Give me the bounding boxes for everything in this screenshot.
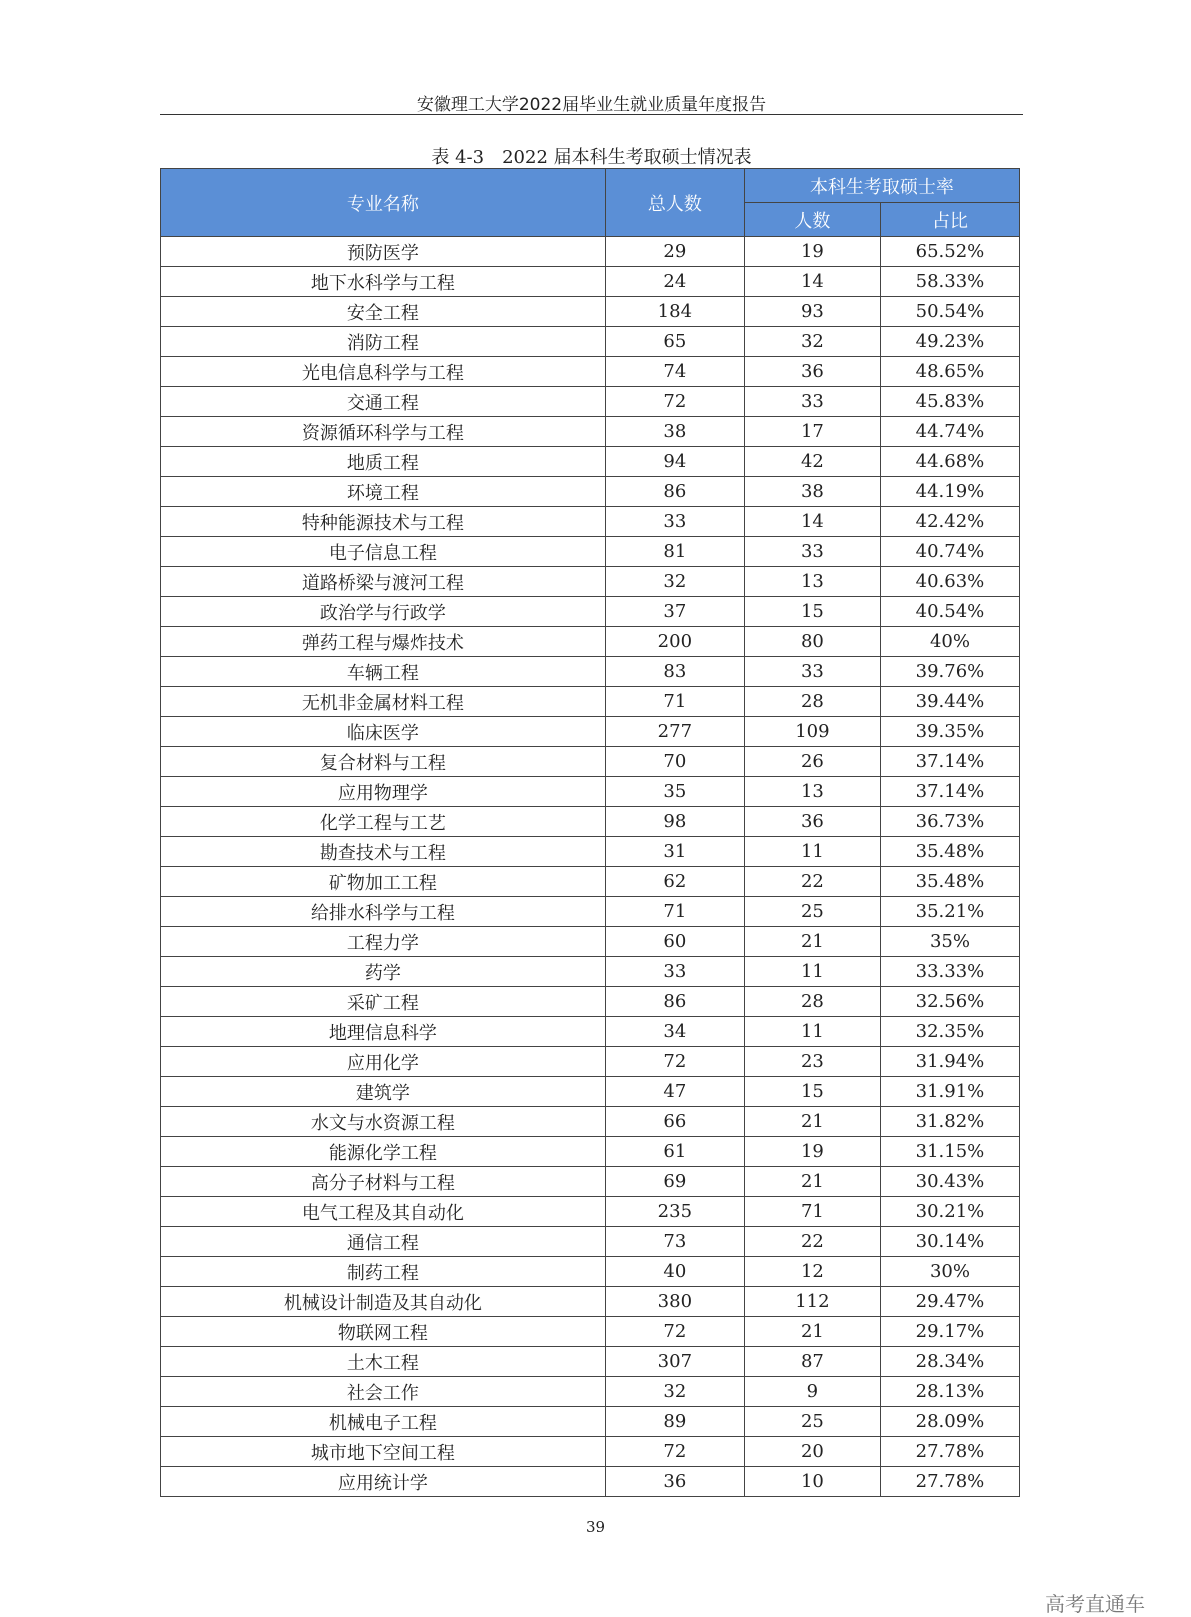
- cell-count: 112: [744, 1287, 880, 1317]
- cell-major: 交通工程: [161, 387, 606, 417]
- table-row: [161, 657, 1020, 687]
- cell-ratio: 37.14%: [880, 747, 1019, 777]
- cell-ratio: 28.13%: [880, 1377, 1019, 1407]
- cell-total: 32: [605, 567, 744, 597]
- table-row: [161, 597, 1020, 627]
- cell-total: 89: [605, 1407, 744, 1437]
- cell-count: 11: [744, 1017, 880, 1047]
- cell-major: 安全工程: [161, 297, 606, 327]
- cell-ratio: 30.43%: [880, 1167, 1019, 1197]
- masters-admission-table: [160, 168, 1020, 1497]
- page-number: 39: [585, 1518, 606, 1536]
- cell-total: 62: [605, 867, 744, 897]
- cell-major: 化学工程与工艺: [161, 807, 606, 837]
- cell-count: 22: [744, 1227, 880, 1257]
- table-row: [161, 297, 1020, 327]
- cell-major: 高分子材料与工程: [161, 1167, 606, 1197]
- cell-ratio: 35.48%: [880, 837, 1019, 867]
- cell-count: 33: [744, 657, 880, 687]
- cell-count: 25: [744, 897, 880, 927]
- cell-total: 61: [605, 1137, 744, 1167]
- cell-ratio: 42.42%: [880, 507, 1019, 537]
- table-row: [161, 1437, 1020, 1467]
- cell-total: 71: [605, 687, 744, 717]
- cell-ratio: 40%: [880, 627, 1019, 657]
- cell-total: 94: [605, 447, 744, 477]
- cell-count: 42: [744, 447, 880, 477]
- cell-major: 弹药工程与爆炸技术: [161, 627, 606, 657]
- cell-total: 86: [605, 477, 744, 507]
- cell-major: 应用物理学: [161, 777, 606, 807]
- cell-major: 地理信息科学: [161, 1017, 606, 1047]
- table-row: [161, 867, 1020, 897]
- table-row: [161, 687, 1020, 717]
- cell-total: 277: [605, 717, 744, 747]
- table-row: [161, 747, 1020, 777]
- cell-total: 380: [605, 1287, 744, 1317]
- cell-ratio: 37.14%: [880, 777, 1019, 807]
- cell-total: 81: [605, 537, 744, 567]
- cell-count: 25: [744, 1407, 880, 1437]
- cell-count: 28: [744, 987, 880, 1017]
- cell-major: 无机非金属材料工程: [161, 687, 606, 717]
- cell-total: 83: [605, 657, 744, 687]
- table-row: [161, 1017, 1020, 1047]
- cell-ratio: 44.74%: [880, 417, 1019, 447]
- cell-total: 33: [605, 507, 744, 537]
- cell-ratio: 31.82%: [880, 1107, 1019, 1137]
- cell-major: 光电信息科学与工程: [161, 357, 606, 387]
- watermark-text: 高考直通车: [1045, 1592, 1145, 1616]
- table-body: [161, 237, 1020, 1497]
- cell-major: 药学: [161, 957, 606, 987]
- table-row: [161, 447, 1020, 477]
- cell-ratio: 30.21%: [880, 1197, 1019, 1227]
- table-row: [161, 777, 1020, 807]
- column-header-count: 人数: [744, 203, 880, 237]
- cell-count: 71: [744, 1197, 880, 1227]
- cell-major: 预防医学: [161, 237, 606, 267]
- table-row: [161, 417, 1020, 447]
- cell-ratio: 40.74%: [880, 537, 1019, 567]
- table-row: [161, 1377, 1020, 1407]
- cell-major: 机械电子工程: [161, 1407, 606, 1437]
- cell-total: 72: [605, 1317, 744, 1347]
- cell-count: 87: [744, 1347, 880, 1377]
- cell-count: 11: [744, 957, 880, 987]
- cell-ratio: 30.14%: [880, 1227, 1019, 1257]
- cell-ratio: 49.23%: [880, 327, 1019, 357]
- cell-count: 11: [744, 837, 880, 867]
- cell-total: 35: [605, 777, 744, 807]
- table-row: [161, 837, 1020, 867]
- cell-major: 消防工程: [161, 327, 606, 357]
- cell-ratio: 36.73%: [880, 807, 1019, 837]
- cell-ratio: 31.15%: [880, 1137, 1019, 1167]
- cell-ratio: 48.65%: [880, 357, 1019, 387]
- cell-total: 307: [605, 1347, 744, 1377]
- table-row: [161, 1317, 1020, 1347]
- table-row: [161, 1107, 1020, 1137]
- cell-major: 通信工程: [161, 1227, 606, 1257]
- cell-major: 给排水科学与工程: [161, 897, 606, 927]
- cell-total: 24: [605, 267, 744, 297]
- cell-count: 14: [744, 507, 880, 537]
- cell-count: 12: [744, 1257, 880, 1287]
- cell-ratio: 39.76%: [880, 657, 1019, 687]
- table-row: [161, 897, 1020, 927]
- cell-total: 31: [605, 837, 744, 867]
- cell-count: 21: [744, 927, 880, 957]
- table-row: [161, 237, 1020, 267]
- cell-count: 93: [744, 297, 880, 327]
- header-divider: [160, 114, 1023, 115]
- cell-total: 32: [605, 1377, 744, 1407]
- cell-ratio: 45.83%: [880, 387, 1019, 417]
- table-row: [161, 267, 1020, 297]
- cell-total: 38: [605, 417, 744, 447]
- cell-major: 车辆工程: [161, 657, 606, 687]
- cell-total: 72: [605, 1047, 744, 1077]
- cell-ratio: 28.34%: [880, 1347, 1019, 1377]
- table-row: [161, 987, 1020, 1017]
- cell-total: 72: [605, 1437, 744, 1467]
- cell-major: 物联网工程: [161, 1317, 606, 1347]
- cell-major: 制药工程: [161, 1257, 606, 1287]
- cell-major: 复合材料与工程: [161, 747, 606, 777]
- table-caption: 表 4-3 2022 届本科生考取硕士情况表: [431, 147, 752, 168]
- cell-ratio: 44.68%: [880, 447, 1019, 477]
- cell-ratio: 29.17%: [880, 1317, 1019, 1347]
- column-header-ratio: 占比: [880, 203, 1019, 237]
- cell-total: 235: [605, 1197, 744, 1227]
- cell-count: 21: [744, 1167, 880, 1197]
- report-header-title: 安徽理工大学2022届毕业生就业质量年度报告: [416, 95, 767, 115]
- cell-count: 36: [744, 807, 880, 837]
- cell-major: 应用化学: [161, 1047, 606, 1077]
- cell-count: 38: [744, 477, 880, 507]
- cell-count: 32: [744, 327, 880, 357]
- table-row: [161, 1407, 1020, 1437]
- cell-ratio: 35%: [880, 927, 1019, 957]
- table-row: [161, 537, 1020, 567]
- cell-total: 47: [605, 1077, 744, 1107]
- cell-ratio: 28.09%: [880, 1407, 1019, 1437]
- cell-count: 21: [744, 1107, 880, 1137]
- cell-count: 9: [744, 1377, 880, 1407]
- cell-total: 33: [605, 957, 744, 987]
- cell-ratio: 44.19%: [880, 477, 1019, 507]
- cell-count: 10: [744, 1467, 880, 1497]
- cell-count: 23: [744, 1047, 880, 1077]
- table-row: [161, 1047, 1020, 1077]
- cell-major: 道路桥梁与渡河工程: [161, 567, 606, 597]
- cell-total: 37: [605, 597, 744, 627]
- table-row: [161, 357, 1020, 387]
- cell-ratio: 33.33%: [880, 957, 1019, 987]
- cell-ratio: 31.94%: [880, 1047, 1019, 1077]
- column-header-major: 专业名称: [161, 169, 606, 237]
- cell-major: 电子信息工程: [161, 537, 606, 567]
- cell-ratio: 32.56%: [880, 987, 1019, 1017]
- cell-count: 33: [744, 387, 880, 417]
- table-row: [161, 717, 1020, 747]
- cell-major: 政治学与行政学: [161, 597, 606, 627]
- cell-major: 应用统计学: [161, 1467, 606, 1497]
- cell-major: 资源循环科学与工程: [161, 417, 606, 447]
- cell-total: 70: [605, 747, 744, 777]
- cell-total: 74: [605, 357, 744, 387]
- table-row: [161, 807, 1020, 837]
- cell-total: 200: [605, 627, 744, 657]
- table-row: [161, 1467, 1020, 1497]
- cell-major: 矿物加工工程: [161, 867, 606, 897]
- table-row: [161, 567, 1020, 597]
- table-row: [161, 1197, 1020, 1227]
- cell-count: 15: [744, 597, 880, 627]
- cell-total: 29: [605, 237, 744, 267]
- cell-ratio: 30%: [880, 1257, 1019, 1287]
- cell-ratio: 35.21%: [880, 897, 1019, 927]
- cell-ratio: 35.48%: [880, 867, 1019, 897]
- table-row: [161, 1137, 1020, 1167]
- cell-total: 65: [605, 327, 744, 357]
- cell-ratio: 40.63%: [880, 567, 1019, 597]
- cell-major: 工程力学: [161, 927, 606, 957]
- cell-count: 14: [744, 267, 880, 297]
- cell-major: 电气工程及其自动化: [161, 1197, 606, 1227]
- cell-major: 能源化学工程: [161, 1137, 606, 1167]
- cell-ratio: 27.78%: [880, 1437, 1019, 1467]
- cell-total: 71: [605, 897, 744, 927]
- cell-ratio: 39.44%: [880, 687, 1019, 717]
- cell-total: 66: [605, 1107, 744, 1137]
- cell-total: 72: [605, 387, 744, 417]
- cell-total: 36: [605, 1467, 744, 1497]
- column-header-total: 总人数: [605, 169, 744, 237]
- cell-count: 17: [744, 417, 880, 447]
- column-header-group: 本科生考取硕士率: [744, 169, 1019, 203]
- cell-ratio: 40.54%: [880, 597, 1019, 627]
- cell-ratio: 58.33%: [880, 267, 1019, 297]
- table-row: [161, 327, 1020, 357]
- cell-major: 土木工程: [161, 1347, 606, 1377]
- cell-total: 40: [605, 1257, 744, 1287]
- cell-major: 城市地下空间工程: [161, 1437, 606, 1467]
- table-row: [161, 627, 1020, 657]
- cell-count: 21: [744, 1317, 880, 1347]
- cell-ratio: 50.54%: [880, 297, 1019, 327]
- cell-count: 22: [744, 867, 880, 897]
- cell-ratio: 32.35%: [880, 1017, 1019, 1047]
- cell-major: 机械设计制造及其自动化: [161, 1287, 606, 1317]
- cell-count: 80: [744, 627, 880, 657]
- cell-major: 特种能源技术与工程: [161, 507, 606, 537]
- cell-major: 水文与水资源工程: [161, 1107, 606, 1137]
- cell-count: 15: [744, 1077, 880, 1107]
- cell-count: 33: [744, 537, 880, 567]
- cell-ratio: 31.91%: [880, 1077, 1019, 1107]
- cell-count: 13: [744, 777, 880, 807]
- cell-major: 建筑学: [161, 1077, 606, 1107]
- table-row: [161, 507, 1020, 537]
- cell-major: 临床医学: [161, 717, 606, 747]
- table-row: [161, 1347, 1020, 1377]
- table-row: [161, 1287, 1020, 1317]
- cell-count: 19: [744, 1137, 880, 1167]
- cell-count: 13: [744, 567, 880, 597]
- cell-major: 地质工程: [161, 447, 606, 477]
- cell-ratio: 27.78%: [880, 1467, 1019, 1497]
- table-row: [161, 957, 1020, 987]
- table-row: [161, 1257, 1020, 1287]
- cell-major: 地下水科学与工程: [161, 267, 606, 297]
- cell-major: 采矿工程: [161, 987, 606, 1017]
- cell-count: 28: [744, 687, 880, 717]
- cell-total: 69: [605, 1167, 744, 1197]
- table-row: [161, 387, 1020, 417]
- table-row: [161, 1077, 1020, 1107]
- cell-total: 98: [605, 807, 744, 837]
- cell-total: 73: [605, 1227, 744, 1257]
- cell-ratio: 39.35%: [880, 717, 1019, 747]
- cell-count: 19: [744, 237, 880, 267]
- table-row: [161, 1227, 1020, 1257]
- table-row: [161, 477, 1020, 507]
- cell-major: 勘查技术与工程: [161, 837, 606, 867]
- cell-total: 184: [605, 297, 744, 327]
- cell-count: 36: [744, 357, 880, 387]
- cell-count: 26: [744, 747, 880, 777]
- cell-total: 86: [605, 987, 744, 1017]
- cell-ratio: 65.52%: [880, 237, 1019, 267]
- cell-major: 社会工作: [161, 1377, 606, 1407]
- cell-count: 109: [744, 717, 880, 747]
- cell-major: 环境工程: [161, 477, 606, 507]
- cell-total: 60: [605, 927, 744, 957]
- table-row: [161, 1167, 1020, 1197]
- cell-count: 20: [744, 1437, 880, 1467]
- cell-ratio: 29.47%: [880, 1287, 1019, 1317]
- cell-total: 34: [605, 1017, 744, 1047]
- table-row: [161, 927, 1020, 957]
